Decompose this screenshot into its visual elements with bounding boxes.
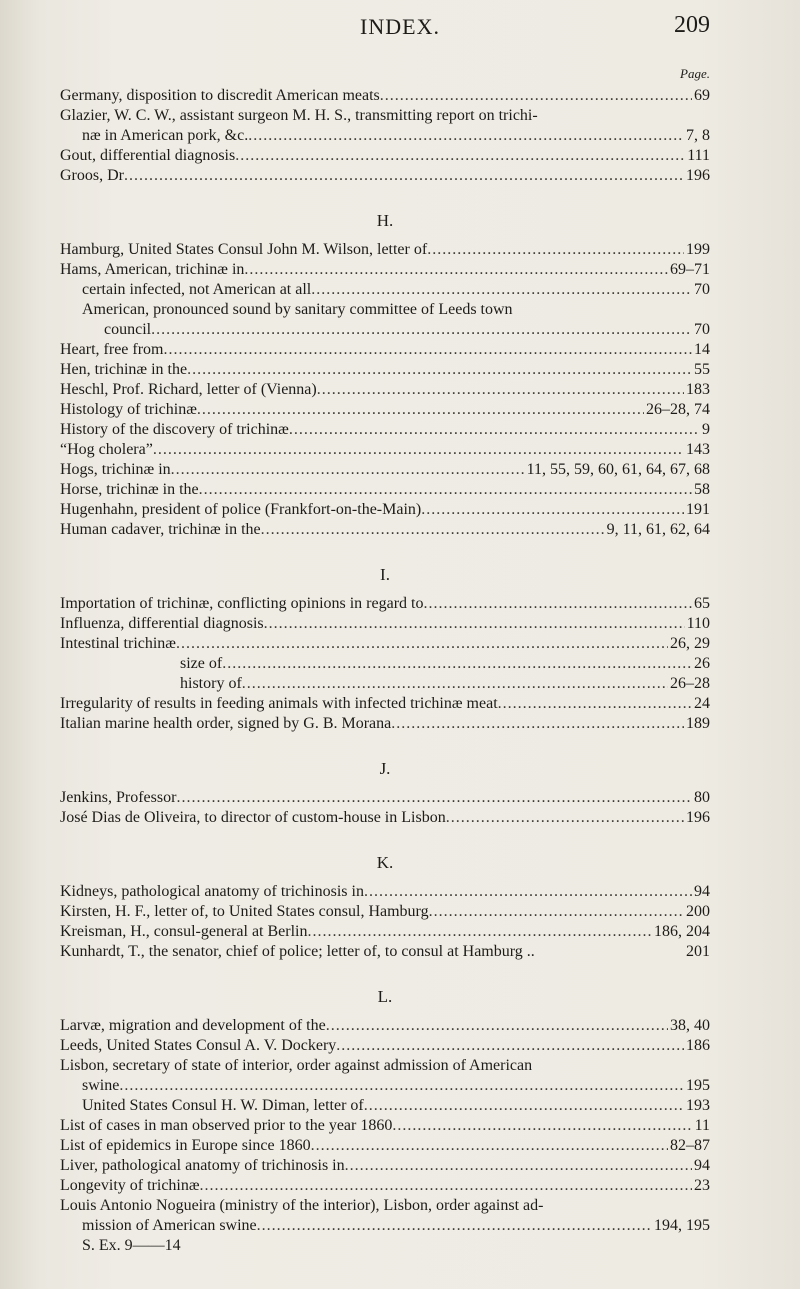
leader-dots [421, 500, 684, 520]
entry-text-cont: swine [82, 1077, 120, 1094]
entry-text: Hen, trichinæ in the [60, 361, 188, 378]
entry-text: certain infected, not American at all [82, 281, 312, 298]
entry-text-wrap [60, 420, 700, 440]
entry-text-wrap [60, 694, 692, 714]
index-entry [60, 340, 710, 360]
leader-dots [199, 480, 692, 500]
entry-text-wrap [60, 126, 684, 146]
entry-page: 26 [694, 655, 710, 672]
leader-dots [119, 1076, 684, 1096]
entry-continuation [60, 126, 710, 146]
entry-text: List of epidemics in Europe since 1860 [60, 1137, 311, 1154]
entry-text-wrap [60, 360, 692, 380]
entry-page: 201 [686, 943, 710, 960]
entry-text: United States Consul H. W. Diman, letter of [82, 1097, 364, 1114]
entry-text-wrap [60, 808, 684, 828]
leader-dots [446, 808, 684, 828]
entry-page: 14 [694, 341, 710, 358]
entry-page: 26, 29 [670, 635, 710, 652]
entry-text: Intestinal trichinæ [60, 635, 176, 652]
leader-dots [124, 166, 684, 186]
entry-text-wrap [60, 166, 684, 186]
entry-page: 70 [694, 321, 710, 338]
leader-dots [235, 146, 685, 166]
entry-text: Jenkins, Professor [60, 789, 177, 806]
page-number: 209 [674, 12, 710, 38]
entry-text: Germany, disposition to discredit American meats [60, 87, 380, 104]
entry-page: 194, 195 [654, 1217, 710, 1234]
entry-text: Lisbon, secretary of state of interior, order against admission of American [60, 1057, 533, 1074]
index-entry [60, 1136, 710, 1156]
running-header-title: INDEX. [360, 14, 440, 39]
entry-page: 196 [686, 167, 710, 184]
entry-text: Histology of trichinæ [60, 401, 197, 418]
entry-text-wrap [60, 1116, 693, 1136]
index-entry [60, 480, 710, 500]
index-entry [60, 380, 710, 400]
entry-text: Kreisman, H., consul-general at Berlin [60, 923, 308, 940]
index-entry [60, 694, 710, 714]
entry-text: Importation of trichinæ, conflicting opinions in regard to [60, 595, 424, 612]
leader-dots [151, 320, 692, 340]
entry-page: 70 [694, 281, 710, 298]
leader-dots [391, 714, 684, 734]
leader-dots [289, 420, 700, 440]
entry-text: List of cases in man observed prior to the year 1860 [60, 1117, 393, 1134]
entry-text-cont: mission of American swine [82, 1217, 257, 1234]
entry-text-wrap [60, 146, 685, 166]
index-entry [60, 280, 710, 300]
leader-dots [153, 440, 684, 460]
leader-dots [392, 1116, 692, 1136]
index-entry [60, 882, 710, 902]
leader-dots [164, 340, 693, 360]
entry-text-wrap [60, 654, 692, 674]
entry-text: Gout, differential diagnosis [60, 147, 236, 164]
entry-text-wrap [60, 1076, 684, 1096]
index-entry [60, 1096, 710, 1116]
entry-text: Horse, trichinæ in the [60, 481, 199, 498]
index-entry [60, 400, 710, 420]
index-entry [60, 106, 710, 146]
index-entry [60, 594, 710, 614]
leader-dots [197, 400, 644, 420]
entry-text-wrap [60, 340, 692, 360]
entry-page: 143 [686, 441, 710, 458]
entry-text-wrap [60, 380, 684, 400]
entry-page: 58 [694, 481, 710, 498]
index-entry [60, 166, 710, 186]
entry-text-wrap [60, 520, 605, 540]
entry-text-wrap [60, 1036, 684, 1056]
entry-text-wrap [60, 460, 525, 480]
leader-dots [222, 654, 692, 674]
entry-page: 7, 8 [686, 127, 710, 144]
entry-page: 111 [687, 147, 710, 164]
entry-text-wrap [60, 674, 668, 694]
entry-page: 26–28, 74 [646, 401, 710, 418]
index-entry [60, 86, 710, 106]
leader-dots [345, 1156, 692, 1176]
leader-dots [261, 520, 605, 540]
entry-page: 189 [686, 715, 710, 732]
section-letter: I. [380, 565, 390, 584]
entry-page: 110 [686, 615, 710, 632]
entry-text-wrap [60, 240, 684, 260]
entry-text: American, pronounced sound by sanitary committee of Leeds town [82, 301, 513, 318]
entry-text: Leeds, United States Consul A. V. Dockery [60, 1037, 337, 1054]
section-letter: K. [376, 853, 394, 872]
section-letter: L. [377, 987, 393, 1006]
leader-dots [200, 1176, 692, 1196]
entry-page: 191 [686, 501, 710, 518]
entry-text: Human cadaver, trichinæ in the [60, 521, 261, 538]
index-entry [60, 808, 710, 828]
entry-text: Hamburg, United States Consul John M. Wilson, letter of [60, 241, 428, 258]
entry-page: 183 [686, 381, 710, 398]
leader-dots [429, 902, 684, 922]
entry-text: Irregularity of results in feeding animals with infected trichinæ meat [60, 695, 498, 712]
index-entry [60, 942, 710, 962]
index-entry [60, 440, 710, 460]
index-entry [60, 788, 710, 808]
entry-page: 55 [694, 361, 710, 378]
entry-page: 9 [702, 421, 710, 438]
entry-text: History of the discovery of trichinæ [60, 421, 289, 438]
index-entry [60, 1056, 710, 1096]
leader-dots [242, 674, 668, 694]
entry-text: Hogs, trichinæ in [60, 461, 171, 478]
entry-text-wrap [60, 1176, 692, 1196]
entry-page: 69–71 [670, 261, 710, 278]
entry-text-wrap [60, 902, 684, 922]
entry-text-wrap [60, 882, 692, 902]
index-entry [60, 922, 710, 942]
leader-dots [244, 260, 668, 280]
entry-page: 82–87 [670, 1137, 710, 1154]
entry-text-cont: council [104, 321, 152, 338]
entry-text-wrap [60, 86, 692, 106]
entry-page: 80 [694, 789, 710, 806]
entry-page: 38, 40 [670, 1017, 710, 1034]
section-letter: J. [379, 759, 391, 778]
section-letter: H. [376, 211, 394, 230]
leader-dots [336, 1036, 684, 1056]
entry-text-wrap [60, 500, 684, 520]
entry-text: Larvæ, migration and development of the [60, 1017, 326, 1034]
entry-text: Liver, pathological anatomy of trichinosis in [60, 1157, 345, 1174]
entry-text: Kidneys, pathological anatomy of trichinosis in [60, 883, 364, 900]
entry-continuation [60, 1076, 710, 1096]
entry-text: Kirsten, H. F., letter of, to United States consul, Hamburg [60, 903, 429, 920]
entry-page: 24 [694, 695, 710, 712]
index-entry [60, 1196, 710, 1236]
entry-text: José Dias de Oliveira, to director of custom-house in Lisbon [60, 809, 446, 826]
entry-page: 26–28 [670, 675, 710, 692]
entry-page: 199 [686, 241, 710, 258]
index-entry [60, 360, 710, 380]
entry-text-wrap [60, 788, 692, 808]
entry-page: 186, 204 [654, 923, 710, 940]
leader-dots [423, 594, 692, 614]
leader-dots [364, 1096, 684, 1116]
entry-text-wrap [60, 714, 684, 734]
signature-mark: S. Ex. 9——14 [82, 1237, 181, 1254]
entry-text-wrap [60, 1096, 684, 1116]
index-entry [60, 1176, 710, 1196]
entry-text-wrap [60, 1136, 668, 1156]
leader-dots [380, 86, 692, 106]
entry-text: Italian marine health order, signed by G. B. Morana [60, 715, 392, 732]
leader-dots [176, 634, 668, 654]
leader-dots [427, 240, 684, 260]
index-entry [60, 146, 710, 166]
leader-dots [311, 280, 692, 300]
entry-page: 11, 55, 59, 60, 61, 64, 67, 68 [526, 461, 710, 478]
entry-text-wrap [60, 260, 668, 280]
leader-dots [364, 882, 692, 902]
entry-text-wrap [60, 594, 692, 614]
entry-text-cont: næ in American pork, &c. [82, 127, 249, 144]
entry-page: 23 [694, 1177, 710, 1194]
index-entry [60, 1116, 710, 1136]
leader-dots [311, 1136, 668, 1156]
index-entry [60, 614, 710, 634]
entry-text-wrap [60, 1216, 652, 1236]
index-entry [60, 500, 710, 520]
entry-continuation [60, 1216, 710, 1236]
page-column-label: Page. [680, 66, 710, 81]
entry-text: Hams, American, trichinæ in [60, 261, 245, 278]
index-entry [60, 420, 710, 440]
index-entry [60, 260, 710, 280]
entry-text-wrap [60, 634, 668, 654]
entry-text: Kunhardt, T., the senator, chief of police; letter of, to consul at Hamburg .. [60, 943, 535, 960]
entry-page: 65 [694, 595, 710, 612]
entry-text: “Hog cholera” [60, 441, 153, 458]
entry-page: 195 [686, 1077, 710, 1094]
index-entry [60, 460, 710, 480]
entry-text-wrap [60, 1156, 692, 1176]
entry-text: Heart, free from [60, 341, 164, 358]
leader-dots [326, 1016, 668, 1036]
index-entry [60, 674, 710, 694]
entry-text: Longevity of trichinæ [60, 1177, 200, 1194]
entry-page: 9, 11, 61, 62, 64 [606, 521, 710, 538]
leader-dots [307, 922, 652, 942]
entry-page: 200 [686, 903, 710, 920]
index-entry [60, 714, 710, 734]
leader-dots [187, 360, 692, 380]
entry-text: Influenza, differential diagnosis [60, 615, 264, 632]
entry-text: history of [180, 675, 242, 692]
index-entry [60, 654, 710, 674]
entry-continuation [60, 320, 710, 340]
entry-text: Groos, Dr [60, 167, 124, 184]
entry-text: Glazier, W. C. W., assistant surgeon M. H. S., transmitting report on trichi- [60, 107, 538, 124]
entry-text-wrap [60, 614, 685, 634]
entry-text-wrap [60, 320, 692, 340]
entry-text-wrap [60, 280, 692, 300]
index-entry [60, 520, 710, 540]
index-entry [60, 1156, 710, 1176]
entry-page: 196 [686, 809, 710, 826]
leader-dots [498, 694, 692, 714]
leader-dots [264, 614, 685, 634]
leader-dots [176, 788, 692, 808]
index-entry [60, 1016, 710, 1036]
entry-text: Louis Antonio Nogueira (ministry of the interior), Lisbon, order against ad- [60, 1197, 544, 1214]
entry-text-wrap [60, 1016, 668, 1036]
leader-dots [257, 1216, 652, 1236]
index-entry [60, 902, 710, 922]
entry-text-wrap [60, 942, 684, 962]
entry-text-wrap [60, 400, 644, 420]
entry-text: Hugenhahn, president of police (Frankfort-on-the-Main) [60, 501, 422, 518]
leader-dots [248, 126, 684, 146]
entry-page: 69 [694, 87, 710, 104]
entry-text-wrap [60, 440, 684, 460]
entry-page: 193 [686, 1097, 710, 1114]
entry-text-wrap [60, 480, 692, 500]
index-entry [60, 1036, 710, 1056]
index-content [60, 86, 710, 1256]
entry-text: Heschl, Prof. Richard, letter of (Vienna) [60, 381, 317, 398]
entry-text-wrap [60, 922, 652, 942]
entry-page: 94 [694, 883, 710, 900]
index-entry [60, 300, 710, 340]
index-entry [60, 634, 710, 654]
leader-dots [171, 460, 525, 480]
entry-page: 94 [694, 1157, 710, 1174]
index-entry [60, 240, 710, 260]
entry-text: size of [180, 655, 223, 672]
leader-dots [317, 380, 684, 400]
entry-page: 11 [694, 1117, 710, 1134]
entry-page: 186 [686, 1037, 710, 1054]
